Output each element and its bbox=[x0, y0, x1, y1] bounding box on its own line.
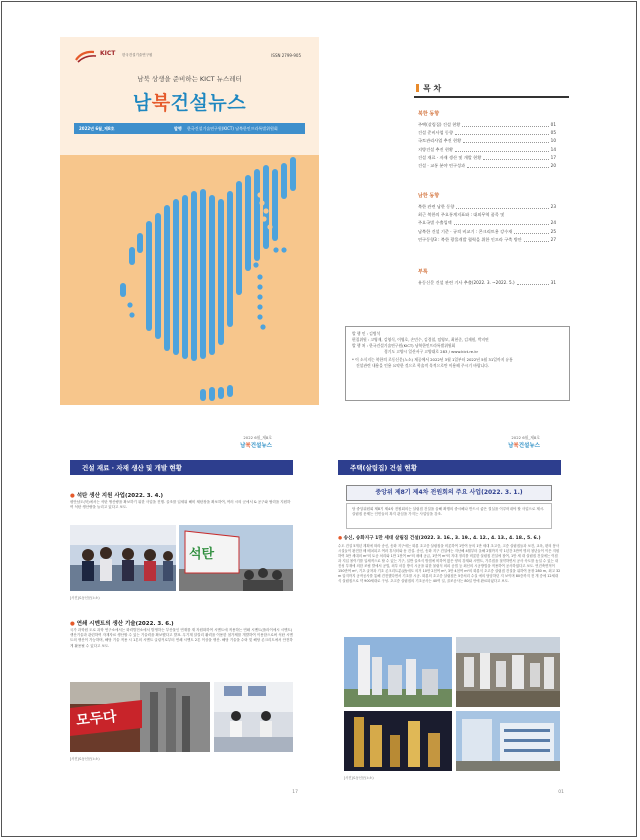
toc-item-title: 최근 북한의 주요통계지표와 : 대외무역 품목 및 bbox=[418, 212, 505, 218]
toc-item-title: 북한 관련 남한 동향 bbox=[418, 204, 455, 209]
photo-apartment-block bbox=[456, 711, 560, 771]
photo-coal-banner bbox=[179, 525, 293, 591]
photo-people-icon bbox=[70, 525, 176, 591]
map-dot-column bbox=[218, 199, 224, 345]
toc-page-number: 17 bbox=[550, 154, 556, 160]
map-dot bbox=[127, 302, 132, 307]
toc-item-title: 유동신문 건설 관련 기사 추출(2022. 3. ~2022. 5.) bbox=[418, 280, 515, 285]
toc-leader-dots bbox=[454, 220, 549, 225]
photo-city-aerial bbox=[456, 637, 560, 707]
toc-leader-dots bbox=[455, 147, 549, 152]
map-dot-column bbox=[290, 157, 296, 191]
map-dot bbox=[257, 274, 262, 279]
page-number: 17 bbox=[292, 790, 298, 795]
article-heading: ● 연쇄 시멘트의 생산 기술(2022. 3. 6.) bbox=[70, 621, 174, 627]
toc-item[interactable] bbox=[418, 147, 556, 153]
map-dot bbox=[257, 314, 262, 319]
toc-title-marker bbox=[416, 84, 419, 92]
running-header bbox=[508, 435, 540, 449]
toc-leader-dots bbox=[483, 155, 548, 160]
map-island-dot bbox=[209, 387, 215, 401]
cover-title bbox=[60, 88, 319, 115]
toc-leader-dots bbox=[467, 163, 549, 168]
toc-page-number: 14 bbox=[550, 146, 556, 152]
cover-header bbox=[60, 37, 319, 155]
toc-leader-dots bbox=[463, 138, 549, 143]
photo-caption: [사진]로동신문(노소) bbox=[70, 596, 100, 600]
map-island-dot bbox=[218, 387, 224, 399]
toc-section-heading: 북한 동향 bbox=[418, 111, 440, 117]
title-part-3: 건설뉴스 bbox=[170, 92, 247, 114]
toc-item[interactable] bbox=[418, 280, 556, 286]
map-dot-column bbox=[164, 205, 170, 351]
banner-text: 석탄 bbox=[189, 547, 215, 562]
map-dot bbox=[129, 312, 134, 317]
map-dot bbox=[273, 247, 278, 252]
colophon-line: 발 행 인 : 김병석 bbox=[352, 331, 381, 336]
issue-bar bbox=[74, 123, 305, 134]
map-dot bbox=[253, 262, 258, 267]
colophon-line: 건설관련 내용을 인용 요약한 것으로 학술적 목적으로만 이용해 주시기 바랍니다. bbox=[356, 363, 490, 368]
photo-apartment-icon bbox=[456, 711, 560, 771]
toc-item-title: 남북한 건설 기준 · 규격 비교기 : 콘크리트용 강수재 bbox=[418, 228, 513, 234]
map-dot-column bbox=[120, 283, 126, 297]
toc-item-title: 국토관리사업 추진 현황 bbox=[418, 138, 462, 144]
colophon-box bbox=[345, 326, 570, 401]
korean-peninsula-map bbox=[60, 155, 319, 405]
colophon-line: 경기도 고양시 일산서구 고양대로 283 / www.kict.re.kr bbox=[384, 349, 479, 354]
toc-section-heading: 남한 동향 bbox=[418, 193, 440, 199]
colophon-line: 발 행 처 : 한국건설기술연구원(KICT) 남북한인프라특별위원회 bbox=[352, 343, 456, 348]
toc-item[interactable] bbox=[418, 204, 556, 210]
publisher-name: 한국건설기술연구원(KICT) 남북한인프라특별위원회 bbox=[187, 126, 278, 131]
org-full-name: 한국건설기술연구원 bbox=[122, 53, 153, 57]
toc-item-title: 건설 준비사업 동향 bbox=[418, 130, 454, 136]
inner-page-right bbox=[330, 435, 570, 795]
toc-page-number: 10 bbox=[550, 138, 556, 144]
toc-page-number: 24 bbox=[550, 220, 556, 226]
running-header-title: 남북건설뉴스 bbox=[240, 443, 272, 449]
issue-label: 2022년 6월_제8호 bbox=[79, 126, 115, 131]
photo-caption: [사진]로동신문(노소) bbox=[70, 757, 100, 761]
issn-number: ISSN 2799-905 bbox=[271, 53, 301, 58]
map-dot-column bbox=[191, 191, 197, 361]
article-body: 수도 건설 5개년 계획에 따라 송신, 송화 지구에는 화룡 초고층 살림집을 비롯하여 1만여 동의 1만 세대 초고층, 고층 살림집들과 보건, 교육, 편의 봉사 시설들이 완전한 배 배치되고 여러 휴식터와 동 건설. 송신, 송화 지구 건설에는 지난해 4월부터 올해 2월까지 약 1년간 3만여 명의 청년들이 이은 지원하여 3만 세대의 m²의 토공 처리와 1만 1천여 m²의 매매 공급, 1만여 m³의 지대 정리를 비롯한 살림집 건설에 참여, 1만 세 대 살림집 건설에는 이집과 지입 볼이기를 입체적으로 할 수 있는 기구, 일반 골조식 방법에 비하여 많은 양의 강재와 시멘트, 가루집을 절약하면서 공사 속도를 높일 수 있는 내진성 부재에 의한 조립 발에서 공법, 외부 마감 방식 시공을 위한 물림식 외피 공법 등 최신의 시공방법을 적용하여 공사하였다고 보도. 연건축면적이 150만여 m², 기초 굴착과 기초 콘크리트분(판)에도 의거 10만 2천여 m³, 3만 4천여 m²의 화룡식 초고층 살림집 건설을 위하여 옹장 280 m, 최고 32 m 압지까지 공작공사를 통해 건전했다면서 기초를 시공. 화룡의 초고층 살림집은 5층처리 수실 에의 담암하던 지 보이며 80층까지 전 개 층에 12세대식 살림집으로 약 900세대로 구성. 초고층 살림집의 기초공사는 40여 일, 골조공사는 80일 만에 완료되었다고 보도. bbox=[338, 544, 561, 583]
running-header-title: 남북건설뉴스 bbox=[508, 443, 540, 449]
photo-lab-workers bbox=[214, 682, 293, 752]
map-island-dot bbox=[200, 389, 206, 401]
map-gap-dot bbox=[267, 224, 272, 229]
photo-skyline-icon bbox=[344, 637, 452, 707]
section-title-bar: 주택(살림집) 건설 현황 bbox=[338, 460, 561, 475]
inner-page-left bbox=[62, 435, 302, 795]
kict-logo-icon bbox=[74, 49, 98, 63]
toc-item[interactable] bbox=[418, 220, 556, 226]
toc-item[interactable] bbox=[418, 130, 556, 136]
photo-miners-meeting bbox=[70, 525, 176, 591]
map-dot bbox=[257, 284, 262, 289]
newsletter-cover bbox=[60, 37, 319, 405]
article-heading: ● 석탄 생산 지원 사업(2022. 3. 4.) bbox=[70, 493, 164, 499]
peninsula-dot-map-icon bbox=[60, 155, 319, 405]
running-header-issue: 2022 6월_제8호 bbox=[243, 435, 272, 440]
toc-leader-dots bbox=[517, 280, 549, 285]
map-dot-column bbox=[272, 169, 278, 241]
map-dot-column bbox=[254, 169, 260, 261]
toc-page-number: 31 bbox=[550, 280, 556, 285]
map-island-dot bbox=[227, 385, 233, 397]
map-dot-column bbox=[236, 181, 242, 295]
toc-item-title: 건설 재료 · 자재 생산 및 개발 현황 bbox=[418, 154, 482, 160]
photo-aerial-icon bbox=[456, 637, 560, 707]
toc-leader-dots bbox=[462, 122, 548, 127]
toc-item-title: 연구동향3 : 북한 광물개발 협력을 위한 인프라 구축 방안 bbox=[418, 236, 522, 242]
photo-lab-icon bbox=[214, 682, 293, 752]
bullet-icon: ● bbox=[70, 493, 77, 499]
map-dot-column bbox=[200, 189, 206, 359]
toc-leader-dots bbox=[514, 229, 548, 234]
toc-item-title: 지방건설 추진 현황 bbox=[418, 146, 454, 152]
headline-box: 중앙위 제8기 제4차 전원회의 주요 사업(2022. 3. 1.) bbox=[346, 485, 552, 501]
toc-item[interactable] bbox=[418, 229, 556, 235]
page-number: 01 bbox=[558, 790, 564, 795]
map-dot-column bbox=[263, 165, 269, 249]
map-gap-dot bbox=[257, 192, 262, 197]
map-dot-column bbox=[137, 233, 143, 253]
running-header bbox=[240, 435, 272, 449]
toc-item[interactable] bbox=[418, 237, 556, 243]
map-dot-column bbox=[155, 213, 161, 339]
map-dot bbox=[281, 247, 286, 252]
map-dot-column bbox=[182, 195, 188, 359]
map-gap-dot bbox=[259, 200, 264, 205]
article-body: 평안남도(북)에서는 석탄 생산량을 확보하기 위한 사업을 진행. 골조를 입세워 해비 채탄장을 확보하여, 여러 시의 군에서 & 공구와 협력을 지원하여 석탄 생산량을 늘리고 있다고 보도. bbox=[70, 500, 291, 510]
photo-towers-day bbox=[344, 637, 452, 707]
article-heading: ● 송신, 송화지구 1만 세대 살림집 건설(2022. 3. 16., 3. 19., 4. 12., 4. 13., 4. 18., 5. 6.) bbox=[338, 536, 541, 541]
running-header-issue: 2022 6월_제8호 bbox=[511, 435, 540, 440]
map-gap-dot bbox=[261, 216, 266, 221]
factory-banner-text: 모두다 bbox=[75, 708, 118, 730]
map-dot-column bbox=[227, 191, 233, 327]
toc-section-heading: 부록 bbox=[418, 269, 428, 275]
toc-leader-dots bbox=[455, 130, 549, 135]
map-dot-column bbox=[146, 221, 152, 331]
map-dot-column bbox=[129, 247, 135, 265]
photo-caption: [사진]로동신문(노소) bbox=[344, 776, 374, 780]
map-dot bbox=[257, 304, 262, 309]
photo-towers-night bbox=[344, 711, 452, 771]
toc-page-number: 25 bbox=[550, 228, 556, 234]
toc-leader-dots bbox=[524, 237, 549, 242]
section-title-bar: 건설 재료 · 자재 생산 및 개발 현황 bbox=[70, 460, 293, 475]
toc-item[interactable] bbox=[418, 163, 556, 169]
map-gap-dot bbox=[263, 208, 268, 213]
article-body: 국가 과학원 도로 과학 연구소에서는 화력발전소에서 발생하는 부산물인 연재를 재 자원화하여 시멘트에 적용하는 연쇄 시멘트(플라이애시 시멘트) 생산기술과 관련하여 자재자료 생산할 수 있는 기술력을 확보했다고 발표. 무기계 알칼리 활력을 이용한 첨가제를 개발하여 이용함으로써 석탄 시멘트의 생산이 가능하며, 해당 기술 적용 시 1톤의 시멘트 클링커로부터 연쇄 시멘트 2톤 이상을 생산. 해당 기술을 수락 및 해당 콘크리트에서 안전하게 활용될 수 있다고 보도. bbox=[70, 628, 293, 648]
toc-item-title: 건설 · 교통 분야 연구성과 bbox=[418, 163, 466, 168]
toc-item[interactable] bbox=[418, 155, 556, 161]
map-dot-column bbox=[209, 195, 215, 355]
bullet-icon: ● bbox=[338, 536, 344, 541]
photo-cement-factory bbox=[70, 682, 210, 752]
title-part-1: 남 bbox=[132, 92, 152, 114]
toc-rule bbox=[414, 96, 569, 98]
map-gap-dot bbox=[281, 208, 286, 213]
photo-night-icon bbox=[344, 711, 452, 771]
colophon-line: * 이 소식지는 북한의 로동신문(노소) 제공에서 2022년 3월 1일부터 2022년 5월 31일까지 유통 bbox=[352, 357, 513, 362]
toc-item-title: 주요국별 수출입액 bbox=[418, 220, 452, 226]
colophon-line: 편집위원 : 고영재, 김영식, 이영호, 손민수, 김경철, 임영모, 최현준, 김재원, 박지연 bbox=[352, 337, 489, 342]
toc-leader-dots bbox=[456, 204, 548, 209]
toc-item[interactable] bbox=[418, 212, 556, 218]
toc-page-number: 05 bbox=[550, 130, 556, 136]
map-dot bbox=[257, 294, 262, 299]
toc-page-number: 27 bbox=[550, 236, 556, 242]
cover-subtitle: 남북 상생을 준비하는 KICT 뉴스레터 bbox=[137, 75, 242, 83]
toc-page-number: 20 bbox=[550, 163, 556, 168]
map-dot-column bbox=[281, 163, 287, 199]
toc-item[interactable] bbox=[418, 122, 556, 128]
publisher-label: 발행 bbox=[174, 126, 182, 131]
map-dot-column bbox=[245, 175, 251, 271]
org-short-name: KICT bbox=[100, 50, 116, 57]
toc-title: 목 차 bbox=[416, 83, 441, 94]
title-part-2: 북 bbox=[151, 92, 171, 114]
toc-item-title: 주택(살림집) 건설 현황 bbox=[418, 122, 461, 127]
map-dot-column bbox=[173, 199, 179, 355]
intro-box: 당 중앙위원회 제8기 제4차 전원회의는 살림집 건설을 올해 확행의 중시해나 반드시 좋은 결실을 이루어내야 할 사업으로 제시. 살림집 문제는 인민들의 복지 관심을 가지는 사업임을 강조. bbox=[346, 503, 552, 529]
toc-page-number: 01 bbox=[550, 122, 556, 127]
toc-page-number: 23 bbox=[550, 204, 556, 209]
bullet-icon: ● bbox=[70, 621, 77, 627]
toc-item[interactable] bbox=[418, 138, 556, 144]
map-dot bbox=[260, 324, 265, 329]
